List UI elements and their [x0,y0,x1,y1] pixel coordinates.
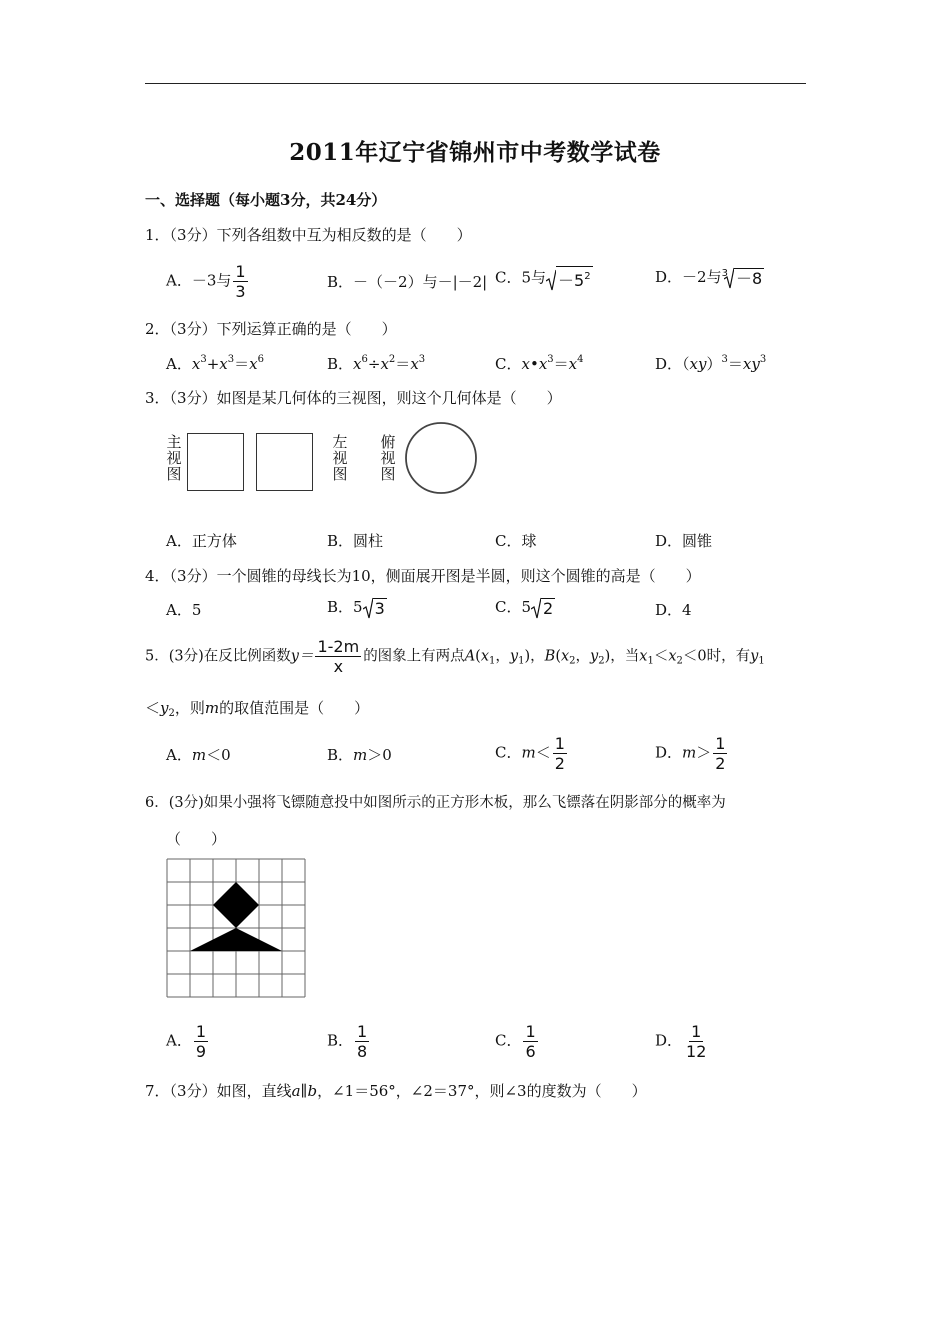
q2-c-var: x [568,355,578,373]
q3-option-b[interactable]: B．圆柱 [327,532,384,550]
q2-d-paren: ） [706,355,722,373]
q5-d-sym: ＞ [696,743,712,762]
question-5-stem-line2 [145,697,369,719]
q5-a-expr: ＜0 [206,746,231,764]
q5-point-a: A [464,648,476,665]
q1-a-denominator: 3 [235,282,246,301]
q5-y: y [509,648,519,665]
q2-c-label: C． [495,355,522,373]
q5-numerator: 1-2m [317,637,360,656]
question-4-stem: 4．（3分）一个圆锥的母线长为10，侧面展开图是半圆，则这个圆锥的高是（ ） [145,567,701,585]
q5-sub: 1 [518,655,525,667]
q5-zero: 0 [697,648,707,665]
label-char: 视 [332,449,348,467]
q2-option-d[interactable] [655,353,766,374]
q5-tail: 时，有 [706,648,751,665]
q2-c-op: • [529,355,539,373]
q2-d-eq: ＝ [727,355,743,373]
page-title: 2011年辽宁省锦州市中考数学试卷 [289,139,661,166]
question-6-stem: 6．(3分)如果小强将飞镖随意投中如图所示的正方形木板，那么飞镖落在阴影部分的概率为 [145,795,726,811]
q1-option-b[interactable]: B．－（－2）与－|－2| [327,273,488,291]
q6-d-numerator: 1 [691,1022,702,1041]
q2-b-var: x [353,355,362,373]
q1-option-c-label: C．5与 [495,268,547,287]
top-view-label [380,434,396,482]
q2-b-var: x [410,355,419,373]
q4-option-a[interactable]: A．5 [166,601,202,619]
q1-option-a-fraction [233,262,247,301]
q2-d-var: xy [742,355,760,373]
q5-a-m: m [191,746,207,764]
q7-stem-a: 7．（3分）如图，直线 [145,1082,292,1100]
q6-a-label: A． [166,1031,192,1050]
q6-option-d[interactable] [655,1022,710,1061]
q6-option-a[interactable] [166,1022,210,1061]
q2-a-var: x [191,355,201,373]
q2-b-var: x [380,355,389,373]
q5-c-m: m [521,743,536,762]
q2-d-label: D． [655,355,683,373]
question-1-stem: 1．（3分）下列各组数中互为相反数的是（ ） [145,226,472,244]
q6-b-fraction [355,1022,369,1061]
q5-d-m: m [682,743,697,762]
shaded-diamond [213,882,259,928]
q5-d-label: D． [655,743,683,762]
question-5-stem-line1: 5．(3分)在反比例函数y＝ $\frac{1-2m}{x}$ 的图象上有两点$A(x_1$，$y_1$)，$B(x_2$，$y_2$)，当$x_1<x_2<0$时，有$y_1$ [145,637,765,676]
q4-c-radicand: 2 [543,599,554,618]
q2-d-exp: 3 [759,354,767,365]
q5-m: m [204,699,220,717]
q5-d-fraction [713,734,727,773]
q7-stem-b: ，∠1＝56°，∠2＝37°，则∠3的度数为（ ） [317,1082,647,1100]
q5-d-numerator: 1 [715,734,726,753]
shaded-triangle [190,928,282,951]
label-char: 图 [166,465,182,483]
label-char: 俯 [380,433,396,451]
q1-option-a[interactable] [166,262,250,301]
q4-b-label: B．5 [327,598,363,616]
q5-a-label: A． [166,746,192,764]
q4-b-radicand: 3 [374,599,385,618]
left-view-label [332,434,348,482]
question-7-stem [145,1080,647,1101]
q5-sub: 1 [489,655,496,667]
q2-d-paren: （ [682,355,690,373]
q2-a-var: x [249,355,258,373]
q6-c-fraction [523,1022,537,1061]
q5-x: x [480,648,490,665]
radical-sign-icon [363,597,373,619]
question-2-stem: 2．（3分）下列运算正确的是（ ） [145,320,397,338]
q5-b-label: B． [327,746,354,764]
q1-option-a-label: A．－3与 [166,271,232,290]
q6-a-numerator: 1 [195,1022,207,1041]
label-char: 视 [166,449,182,467]
q2-option-a[interactable] [166,353,264,374]
radical-sign-icon [531,597,541,619]
q1-option-d-label: D．－2与 [655,268,722,286]
q7-parallel: ∥ [300,1082,308,1100]
q5-sub: 2 [168,708,175,719]
header-rule [145,83,806,84]
q3-option-d[interactable]: D．圆锥 [655,532,713,550]
q5-y: y [590,648,599,665]
q5-y-eq: y＝ [290,648,314,665]
q2-option-c[interactable] [495,353,584,374]
q6-d-denominator: 12 [686,1042,707,1061]
label-char: 左 [332,433,348,451]
q6-option-c[interactable] [495,1022,540,1061]
q4-c-label: C．5 [495,598,532,616]
q1-c-radicand: －5 [558,271,585,290]
q5-c-numerator: 1 [554,734,565,753]
q6-c-denominator: 6 [525,1042,536,1061]
q2-d-exp: 3 [721,354,728,365]
q5-sub: 2 [569,655,576,667]
q5-cond: ，当 [610,648,640,665]
q5-option-d[interactable] [655,734,729,773]
q2-a-op: + [206,355,220,373]
q5-lt: ＜ [682,648,698,665]
dartboard-grid-figure [166,858,308,1000]
q5-lt: ＜ [145,699,161,717]
q5-x: x [668,648,677,665]
label-char: 图 [332,465,348,483]
q5-sub: 1 [647,655,654,667]
q5-option-c[interactable] [495,734,569,773]
q2-a-var: x [219,355,228,373]
q2-option-b[interactable] [327,353,425,374]
q6-b-numerator: 1 [357,1022,368,1041]
q5-line2-end: 的取值范围是（ ） [219,699,370,717]
q5-denominator: x [333,657,344,676]
q4-option-b[interactable] [327,596,387,619]
q2-b-exp: 6 [361,354,368,365]
front-view-label [166,434,182,482]
q3-option-a[interactable]: A．正方体 [166,532,237,550]
question-3-stem: 3．（3分）如图是某几何体的三视图，则这个几何体是（ ） [145,389,562,407]
q2-a-exp: 3 [200,354,207,365]
q5-x: x [560,648,570,665]
q5-c-label: C． [495,743,522,762]
q5-function-fraction [315,637,361,676]
q2-a-exp: 6 [257,354,264,365]
q6-a-denominator: 9 [195,1042,207,1061]
radical-sign-icon [546,269,556,291]
q6-a-fraction [194,1022,208,1061]
q1-option-c[interactable] [495,266,593,291]
top-view-circle [403,420,479,496]
q2-c-var: x [538,355,548,373]
q6-c-numerator: 1 [525,1022,536,1041]
q5-b-expr: ＞0 [367,746,392,764]
left-view-square [256,433,313,491]
q1-c-radical [546,266,593,291]
q5-line2-tail: ，则 [174,699,205,717]
q7-line-b: b [307,1082,318,1100]
q5-b-m: m [353,746,368,764]
q2-b-exp: 2 [388,354,396,365]
q5-c-sym: ＜ [535,743,551,762]
q5-y: y [750,648,759,665]
q6-d-fraction [684,1022,708,1061]
q3-option-c[interactable]: C．球 [495,532,537,550]
label-char: 图 [380,465,396,483]
q5-c-fraction [553,734,567,773]
q5-sub: 1 [758,655,765,667]
q2-a-exp: 3 [227,354,235,365]
q5-sub: 2 [676,655,683,667]
q2-c-exp: 3 [547,354,554,365]
q4-b-radical [363,597,387,619]
q4-c-radical [531,597,555,619]
q2-c-exp: 4 [577,354,584,365]
front-view-square [187,433,244,491]
q2-b-op: ÷ [367,355,381,373]
q1-d-radicand: －8 [735,269,763,288]
q6-b-denominator: 8 [357,1042,368,1061]
q5-option-b[interactable] [327,744,392,765]
q2-a-label: A． [166,355,192,373]
q6-c-label: C． [495,1031,522,1050]
q5-sub: 2 [598,655,605,667]
q7-line-a: a [291,1082,301,1100]
q5-mid: 的图象上有两点 [363,648,465,665]
q5-y: y [160,699,169,717]
q2-c-eq: ＝ [553,355,569,373]
q1-option-d[interactable] [655,266,764,289]
q5-lt: ＜ [653,648,669,665]
q5-lead: 5．(3分)在反比例函数 [145,648,291,665]
q5-point-b: B [544,648,556,665]
question-6-paren: （ ） [166,830,227,848]
q4-option-d[interactable]: D．4 [655,601,692,619]
q5-d-denominator: 2 [715,754,726,773]
q1-c-exponent: 2 [584,271,591,282]
q2-b-eq: ＝ [395,355,411,373]
q2-c-var: x [521,355,530,373]
q5-option-a[interactable] [166,744,231,765]
q1-d-root-index: 3 [721,268,728,279]
q2-d-var: xy [689,355,707,373]
label-char: 视 [380,449,396,467]
q6-d-label: D． [655,1031,683,1050]
q6-b-label: B． [327,1031,354,1050]
label-char: 主 [166,433,182,451]
q6-option-b[interactable] [327,1022,371,1061]
section-heading: 一、选择题（每小题3分，共24分） [145,191,387,209]
q5-c-denominator: 2 [554,754,565,773]
q1-d-radical [722,267,765,289]
q2-b-exp: 3 [418,354,426,365]
q2-b-label: B． [327,355,354,373]
q1-a-numerator: 1 [235,262,246,281]
q4-option-c[interactable] [495,596,555,619]
q2-a-eq: ＝ [234,355,250,373]
q5-x: x [639,648,648,665]
